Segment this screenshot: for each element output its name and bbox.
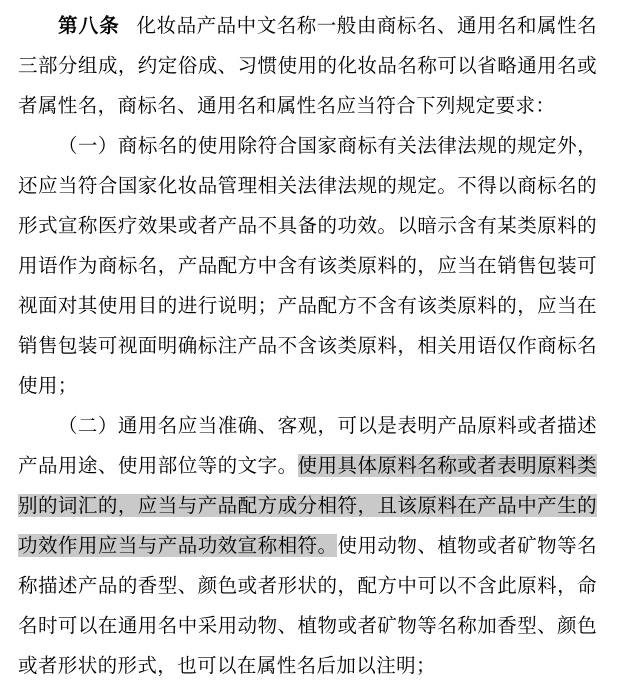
article-number: 第八条 xyxy=(57,14,120,37)
clause-item-2-tail: 使用动物、植物或者矿物等名称描述产品的香型、颜色或者形状的，配方中可以不含此原料，命名时可以在通用名中采用动物、植物或者矿物等名称加香型、颜色或者形状的形式，也可以在属性名后加以注明； xyxy=(18,534,597,677)
clause-item-2-lead: （二）通用名应当准确、客观，可以是表明产品原料或者描述产品用途、使用部位等的文字。 xyxy=(18,414,597,477)
clause-item-2 xyxy=(18,406,597,686)
highlighted-text: 使用具体原料名称或者表明原料类别的词汇的，应当与产品配方成分相符，且该原料在产品中产生的功效作用应当与产品功效宣称相符。 xyxy=(18,454,597,557)
clause-item-1: （一）商标名的使用除符合国家商标有关法律法规的规定外，还应当符合国家化妆品管理相关法律法规的规定。不得以商标名的形式宣称医疗效果或者产品不具备的功效。以暗示含有某类原料的用语作为商标名，产品配方中含有该类原料的，应当在销售包装可视面对其使用目的进行说明；产品配方不含有该类原料的，应当在销售包装可视面明确标注产品不含该类原料，相关用语仅作商标名使用； xyxy=(18,134,597,397)
article-body: 化妆品产品中文名称一般由商标名、通用名和属性名三部分组成，约定俗成、习惯使用的化妆品名称可以省略通用名或者属性名，商标名、通用名和属性名应当符合下列规定要求： xyxy=(18,14,597,117)
article-paragraph xyxy=(18,6,597,126)
